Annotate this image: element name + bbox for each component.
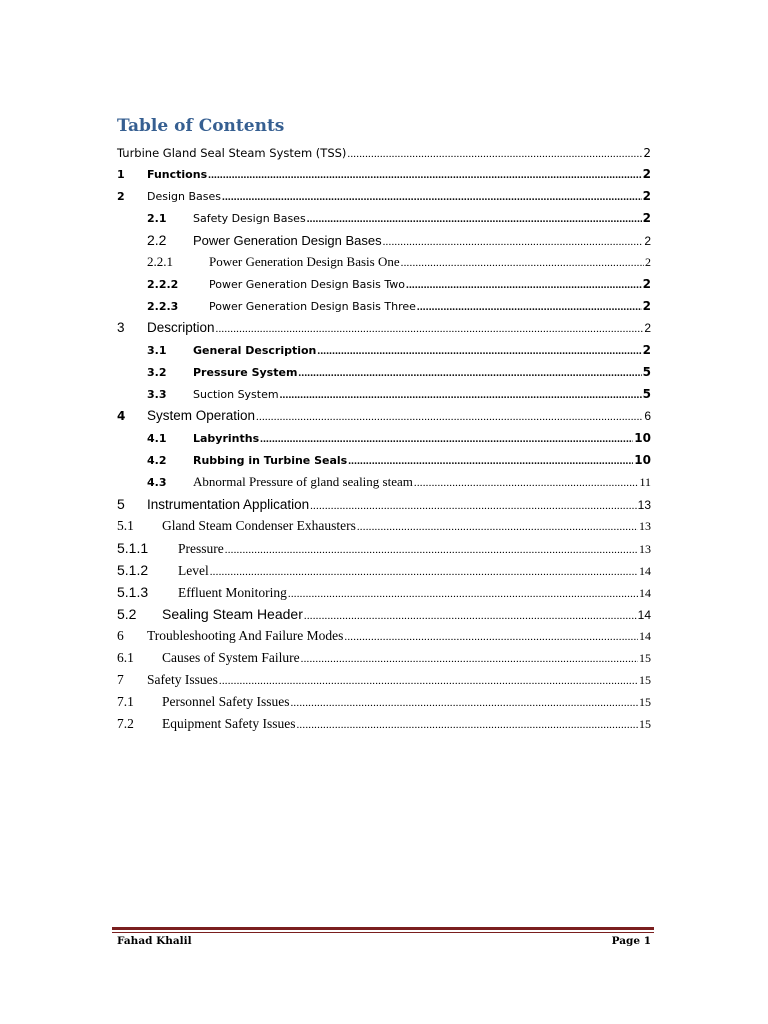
toc-entry[interactable] <box>117 515 651 537</box>
toc-entry-number: 2.2.2 <box>147 278 179 291</box>
toc-entry[interactable] <box>147 207 651 229</box>
toc-entry-label: Sealing Steam Header <box>162 606 303 622</box>
toc-entry-page: 10 <box>634 453 651 467</box>
toc-entry-label: Suction System <box>193 388 279 401</box>
toc-entry-number: 4.3 <box>147 476 167 489</box>
toc-entry-page: 14 <box>639 564 651 578</box>
toc-entry[interactable] <box>147 229 651 251</box>
toc-entry[interactable] <box>117 185 651 207</box>
toc-entry-number: 7.2 <box>117 716 134 731</box>
toc-entry-page: 15 <box>639 717 651 731</box>
footer-page-number: Page 1 <box>611 935 651 947</box>
toc-entry-text: Description <box>147 320 215 335</box>
toc-entry-page: 2 <box>644 321 651 335</box>
toc-leader <box>210 561 638 583</box>
toc-leader <box>348 450 633 472</box>
toc-entry-number: 4.2 <box>147 454 167 467</box>
toc-leader <box>260 428 633 450</box>
toc-leader <box>256 406 643 428</box>
toc-leader <box>310 495 637 517</box>
toc-entry-number: 5 <box>117 496 125 512</box>
toc-entry-page: 2 <box>642 299 651 313</box>
toc-leader <box>288 583 638 605</box>
toc-entry-label: Power Generation Design Bases <box>193 233 382 248</box>
toc-entry-label: Pressure System <box>193 366 298 379</box>
toc-entry-label: Power Generation Design Basis Three <box>209 300 416 313</box>
toc-entry-label: Personnel Safety Issues <box>162 694 290 709</box>
toc-leader <box>414 472 639 494</box>
toc-entry-page: 5 <box>642 387 651 401</box>
toc-leader <box>298 362 641 384</box>
toc-entry-label: System Operation <box>147 408 256 423</box>
toc-entry[interactable] <box>147 427 651 449</box>
toc-entry-number: 5.1.3 <box>117 584 149 600</box>
toc-leader <box>216 318 644 340</box>
footer-rule-thick <box>112 927 654 930</box>
toc-leader <box>406 274 642 296</box>
toc-entry[interactable] <box>117 317 651 339</box>
toc-entry-page: 14 <box>639 586 651 600</box>
toc-entry[interactable] <box>117 493 651 515</box>
toc-entry-number: 1 <box>117 168 125 181</box>
toc-entry-page: 2 <box>645 255 651 269</box>
toc-leader <box>296 714 638 736</box>
toc-leader <box>357 516 638 538</box>
toc-leader <box>347 143 642 165</box>
toc-entry-label: Level <box>178 563 209 578</box>
toc-entry-label: Gland Steam Condenser Exhausters <box>162 518 356 533</box>
toc-leader <box>290 692 638 714</box>
toc-leader <box>219 670 638 692</box>
toc-leader <box>307 208 642 230</box>
toc-entry-page: 2 <box>642 167 651 181</box>
toc-entry-label: Safety Issues <box>147 672 218 687</box>
toc-entry-page: 10 <box>634 431 651 445</box>
toc-entry-label: Safety Design Bases <box>193 212 306 225</box>
toc-entry-page: 14 <box>639 629 651 643</box>
toc-entry[interactable] <box>147 339 651 361</box>
toc-leader <box>225 539 638 561</box>
toc-entry-number: 2.1 <box>147 212 167 225</box>
toc-entry-page: 13 <box>639 519 651 533</box>
toc-entry-label: Abnormal Pressure of gland sealing steam <box>193 474 413 489</box>
toc-entry-page: 13 <box>639 542 651 556</box>
toc-entry-page: 13 <box>637 498 651 512</box>
toc-entry-page: 2 <box>644 234 651 248</box>
toc-entry-page: 2 <box>642 189 651 203</box>
toc-leader <box>301 648 638 670</box>
toc-entry-number: 5.1.1 <box>117 540 149 556</box>
toc-entry-page: 11 <box>639 475 651 489</box>
toc-entry-label: Pressure <box>178 541 224 556</box>
toc-entry-page: 2 <box>642 343 651 357</box>
toc-entry[interactable] <box>147 273 651 295</box>
toc-entry-number: 7 <box>117 672 124 687</box>
toc-leader <box>383 231 644 253</box>
toc-entry-number: 2.2.1 <box>147 254 173 269</box>
toc-entry-label <box>117 317 215 339</box>
toc-entry[interactable] <box>117 142 651 164</box>
toc-entry[interactable] <box>147 383 651 405</box>
toc-entry-number: 3 <box>117 320 125 335</box>
toc-entry[interactable] <box>117 559 651 581</box>
toc-entry-label: Causes of System Failure <box>162 650 300 665</box>
toc-entry-number: 6 <box>117 628 124 643</box>
toc-entry-label: Effluent Monitoring <box>178 585 287 600</box>
toc-entry-number: 3.2 <box>147 366 167 379</box>
toc-entry-number: 2 <box>117 190 125 203</box>
toc-entry-label: Power Generation Design Basis Two <box>209 278 406 291</box>
toc-title: Table of Contents <box>117 116 285 136</box>
toc-entry-number: 5.1 <box>117 518 134 533</box>
toc-entry-number: 3.3 <box>147 388 167 401</box>
toc-entry-number: 4 <box>117 409 126 423</box>
toc-leader <box>401 252 644 274</box>
toc-entry-page: 14 <box>637 608 651 622</box>
toc-entry-label: Instrumentation Application <box>147 497 310 512</box>
toc-entry-label: Power Generation Design Basis One <box>209 254 400 269</box>
toc-entry[interactable] <box>117 163 651 185</box>
toc-entry-page: 2 <box>642 277 651 291</box>
toc-entry[interactable] <box>117 647 651 669</box>
toc-entry-page: 2 <box>643 146 651 160</box>
toc-entry-number: 4.1 <box>147 432 167 445</box>
toc-entry[interactable] <box>117 603 651 625</box>
toc-entry[interactable] <box>117 691 651 713</box>
toc-entry-page: 15 <box>639 673 651 687</box>
toc-entry-label: Labyrinths <box>193 432 260 445</box>
toc-entry[interactable] <box>147 295 651 317</box>
toc-entry[interactable] <box>147 361 651 383</box>
toc-entry[interactable] <box>147 251 651 273</box>
toc-entry-page: 15 <box>639 695 651 709</box>
toc-entry[interactable] <box>117 625 651 647</box>
toc-entry-label: Functions <box>147 168 208 181</box>
toc-leader <box>222 186 642 208</box>
toc-leader <box>317 340 641 362</box>
toc-entry-page: 15 <box>639 651 651 665</box>
toc-leader <box>280 384 642 406</box>
toc-leader <box>208 164 642 186</box>
toc-entry-label: Rubbing in Turbine Seals <box>193 454 348 467</box>
toc-entry[interactable] <box>147 471 651 493</box>
toc-entry-number: 5.1.2 <box>117 562 149 578</box>
toc-entry[interactable] <box>117 405 651 427</box>
toc-entry-label: Troubleshooting And Failure Modes <box>147 628 344 643</box>
footer-rule-thin <box>112 932 654 933</box>
toc-leader <box>344 626 638 648</box>
toc-entry-label: Equipment Safety Issues <box>162 716 296 731</box>
toc-entry[interactable] <box>147 449 651 471</box>
toc-entry[interactable] <box>117 669 651 691</box>
toc-entry-number: 7.1 <box>117 694 134 709</box>
toc-leader <box>417 296 642 318</box>
toc-entry-label: Design Bases <box>147 190 221 203</box>
toc-entry[interactable] <box>117 713 651 735</box>
toc-entry-number: 5.2 <box>117 606 137 622</box>
toc-entry-page: 6 <box>644 409 651 423</box>
toc-entry-page: 2 <box>642 211 651 225</box>
toc-entry-number: 3.1 <box>147 344 167 357</box>
toc-leader <box>304 605 637 627</box>
toc-entry[interactable] <box>117 537 651 559</box>
toc-entry-label: General Description <box>193 344 317 357</box>
footer-author: Fahad Khalil <box>117 935 192 947</box>
toc-entry[interactable] <box>117 581 651 603</box>
toc-entry-number: 6.1 <box>117 650 134 665</box>
toc-entry-label: Turbine Gland Seal Steam System (TSS) <box>117 146 347 160</box>
toc-entry-page: 5 <box>642 365 651 379</box>
toc-entry-number: 2.2.3 <box>147 300 179 313</box>
toc-entry-number: 2.2 <box>147 232 167 248</box>
